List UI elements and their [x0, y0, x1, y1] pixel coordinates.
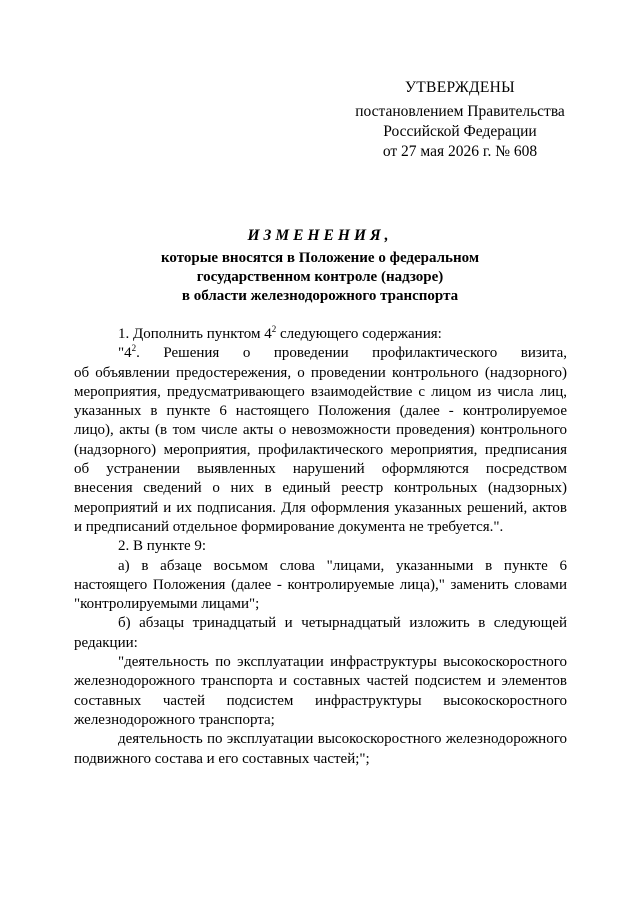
document-title: ИЗМЕНЕНИЯ,	[247, 227, 393, 244]
approval-date-line: от 27 мая 2026 г. № 608	[382, 143, 538, 160]
paragraph-line: а) в абзаце восьмом слова "лицами, указанными в пункте 6	[118, 557, 567, 574]
paragraph-line: об устранении выявленных нарушений оформляются посредством	[74, 461, 567, 478]
approval-heading: УТВЕРЖДЕНЫ	[405, 79, 515, 96]
paragraph-line: редакции:	[74, 634, 138, 651]
paragraph-line: железнодорожного транспорта и составных частей подсистем и элементов	[74, 673, 567, 690]
paragraph-line: составных частей подсистем инфраструктуры высокоскоростного	[74, 692, 567, 709]
paragraph-line: лицо), акты (в том числе акты о невозможности проведения) контрольного	[74, 422, 567, 439]
paragraph-line: 2. В пункте 9:	[118, 538, 207, 555]
subtitle-line: в области железнодорожного транспорта	[181, 288, 459, 304]
paragraph-line: железнодорожного транспорта;	[74, 711, 275, 728]
approval-line: постановлением Правительства	[355, 103, 565, 120]
approval-line: Российской Федерации	[383, 123, 537, 140]
paragraph-line: "$4^2$. Решения о проведении профилактического визита,	[118, 344, 567, 362]
paragraph-line: указанных в пункте 6 настоящего Положения (далее - контролируемое	[74, 403, 567, 420]
paragraph-line: внесения сведений о них в единый реестр контрольных (надзорных)	[74, 480, 567, 497]
paragraph-line: б) абзацы тринадцатый и четырнадцатый изложить в следующей	[118, 615, 567, 632]
document-body	[74, 325, 567, 769]
paragraph-line: деятельность по эксплуатации высокоскоростного железнодорожного	[118, 731, 567, 748]
paragraph-line: мероприятий и их подписания. Для оформления указанных решений, актов	[74, 499, 567, 516]
paragraph-line: мероприятия, предусматривающего взаимодействие с лицом из числа лиц,	[74, 383, 567, 400]
paragraph-line: "деятельность по эксплуатации инфраструктуры высокоскоростного	[118, 654, 567, 671]
paragraph-line: подвижного состава и его составных частей;";	[74, 750, 370, 767]
subtitle-line: государственном контроле (надзоре)	[196, 269, 444, 285]
approval-stamp	[340, 78, 580, 162]
paragraph-line: и предписаний отдельное формирование документа не требуется.".	[74, 518, 504, 535]
paragraph-line: (надзорного) мероприятия, профилактического мероприятия, предписания	[74, 441, 567, 458]
document-subtitle	[100, 249, 540, 306]
paragraph-line: 1. Дополнить пунктом $4^2$ следующего содержания:	[118, 325, 442, 342]
paragraph-line: об объявлении предостережения, о проведении контрольного (надзорного)	[74, 364, 567, 381]
paragraph-line: "контролируемыми лицами";	[74, 596, 260, 613]
paragraph-line: настоящего Положения (далее - контролируемые лица)," заменить словами	[74, 576, 567, 593]
subtitle-line: которые вносятся в Положение о федеральном	[160, 250, 480, 266]
